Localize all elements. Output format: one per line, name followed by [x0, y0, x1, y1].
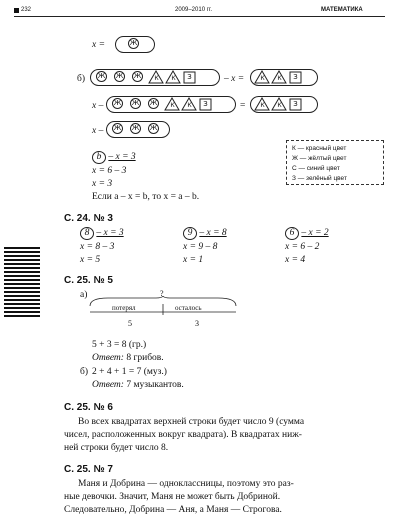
s25-7-line: ные девочки. Значит, Маня не может быть Добриной.: [64, 492, 281, 502]
section-title-25-5: С. 25. № 5: [64, 275, 113, 286]
section-title-25-7: С. 25. № 7: [64, 464, 113, 475]
section-title-25-6: С. 25. № 6: [64, 402, 113, 413]
diagram-left-value: 3: [195, 319, 199, 328]
s24-col2-line2: x = 9 – 8: [183, 242, 218, 252]
diagram-left-label: осталось: [175, 304, 202, 312]
label-b-2: б): [80, 367, 88, 377]
k-letter: К: [260, 102, 265, 109]
s25-7-line: Следовательно, Добрина — Аня, а Маня — Строгова.: [64, 505, 282, 515]
k-letter: К: [187, 102, 192, 109]
page-number-marker: [14, 8, 19, 13]
eq-sign: =: [240, 101, 246, 111]
s24-col2-eq: – x = 8: [199, 228, 227, 238]
color-legend: [286, 140, 384, 185]
k-letter: К: [154, 75, 159, 82]
z-letter: З: [187, 73, 192, 81]
legend-item: К — красный цвет: [292, 145, 347, 152]
legend-item: Ж — жёлтый цвет: [292, 155, 347, 162]
answer-a: [92, 352, 164, 364]
header-rule: [14, 16, 385, 17]
zh-letter: Ж: [133, 72, 142, 80]
eq-a: 5 + 3 = 8 (гр.): [92, 340, 147, 350]
zh-letter: Ж: [149, 124, 158, 132]
z-letter: З: [293, 73, 298, 81]
s24-col3-line2: x = 6 – 2: [285, 242, 320, 252]
k-letter: К: [171, 75, 176, 82]
header-subject: МАТЕМАТИКА: [321, 7, 363, 13]
zh-letter: Ж: [113, 99, 122, 107]
zh-letter: Ж: [131, 99, 140, 107]
rule-text: Если a – x = b, то x = a – b.: [92, 192, 200, 202]
diagram-lost-label: потерял: [112, 304, 136, 312]
eq-b-rest: – x = 3: [108, 152, 136, 162]
s24-col1-line2: x = 8 – 3: [80, 242, 115, 252]
s24-col3-line3: x = 4: [285, 255, 306, 265]
s24-col3-line1: [285, 227, 329, 240]
eq-x-1: x =: [92, 40, 106, 50]
eq-b-line: [92, 151, 136, 164]
answer-label: Ответ:: [92, 380, 124, 390]
eq-x-minus-2: x –: [92, 126, 104, 136]
s25-6-line: ней строки будет число 8.: [64, 443, 169, 453]
section-title-24-3: С. 24. № 3: [64, 213, 113, 224]
eq-line-3: x = 3: [92, 179, 113, 189]
s25-6-line: чисел, расположенных вокруг квадрата). В квадратах ниж-: [64, 430, 302, 440]
legend-item: С — синий цвет: [292, 165, 340, 172]
s24-col1-eq: – x = 3: [96, 228, 124, 238]
eq-minus-x: – x =: [224, 74, 245, 84]
diagram-question: ?: [160, 289, 164, 298]
answer-text: 8 грибов.: [126, 353, 164, 363]
zh-letter: Ж: [149, 99, 158, 107]
circled-8: 8: [80, 227, 94, 240]
k-letter: К: [277, 102, 282, 109]
k-letter: К: [277, 75, 282, 82]
legend-item: З — зелёный цвет: [292, 175, 347, 182]
s24-col1-line1: [80, 227, 124, 240]
brace-diagram: [88, 296, 238, 316]
z-letter: З: [293, 100, 298, 108]
s24-col3-eq: – x = 2: [301, 228, 329, 238]
s24-col1-line3: x = 5: [80, 255, 101, 265]
label-a: а): [80, 290, 88, 300]
zh-letter: Ж: [129, 39, 138, 47]
circled-6: 6: [285, 227, 299, 240]
eq-b: 2 + 4 + 1 = 7 (муз.): [92, 367, 167, 377]
header-years: 2009–2010 гг.: [175, 7, 213, 13]
eq-line-2: x = 6 – 3: [92, 166, 127, 176]
circled-9: 9: [183, 227, 197, 240]
answer-b: [92, 379, 184, 391]
zh-letter: Ж: [97, 72, 106, 80]
zh-letter: Ж: [131, 124, 140, 132]
s24-col2-line3: x = 1: [183, 255, 204, 265]
eq-x-minus-1: x –: [92, 101, 104, 111]
s25-7-line: Маня и Добрина — одноклассницы, поэтому это раз-: [78, 479, 294, 489]
s25-6-line: Во всех квадратах верхней строки будет число 9 (сумма: [78, 417, 305, 427]
zh-letter: Ж: [115, 72, 124, 80]
page-number: 232: [21, 7, 32, 13]
circled-b: b: [92, 151, 106, 164]
zh-letter: Ж: [113, 124, 122, 132]
label-b: б): [77, 74, 85, 84]
diagram-lost-value: 5: [128, 319, 132, 328]
answer-text: 7 музыкантов.: [126, 380, 184, 390]
k-letter: К: [170, 102, 175, 109]
side-stripe-decoration: [4, 247, 40, 318]
z-letter: З: [203, 100, 208, 108]
answer-label: Ответ:: [92, 353, 124, 363]
s24-col2-line1: [183, 227, 227, 240]
k-letter: К: [260, 75, 265, 82]
